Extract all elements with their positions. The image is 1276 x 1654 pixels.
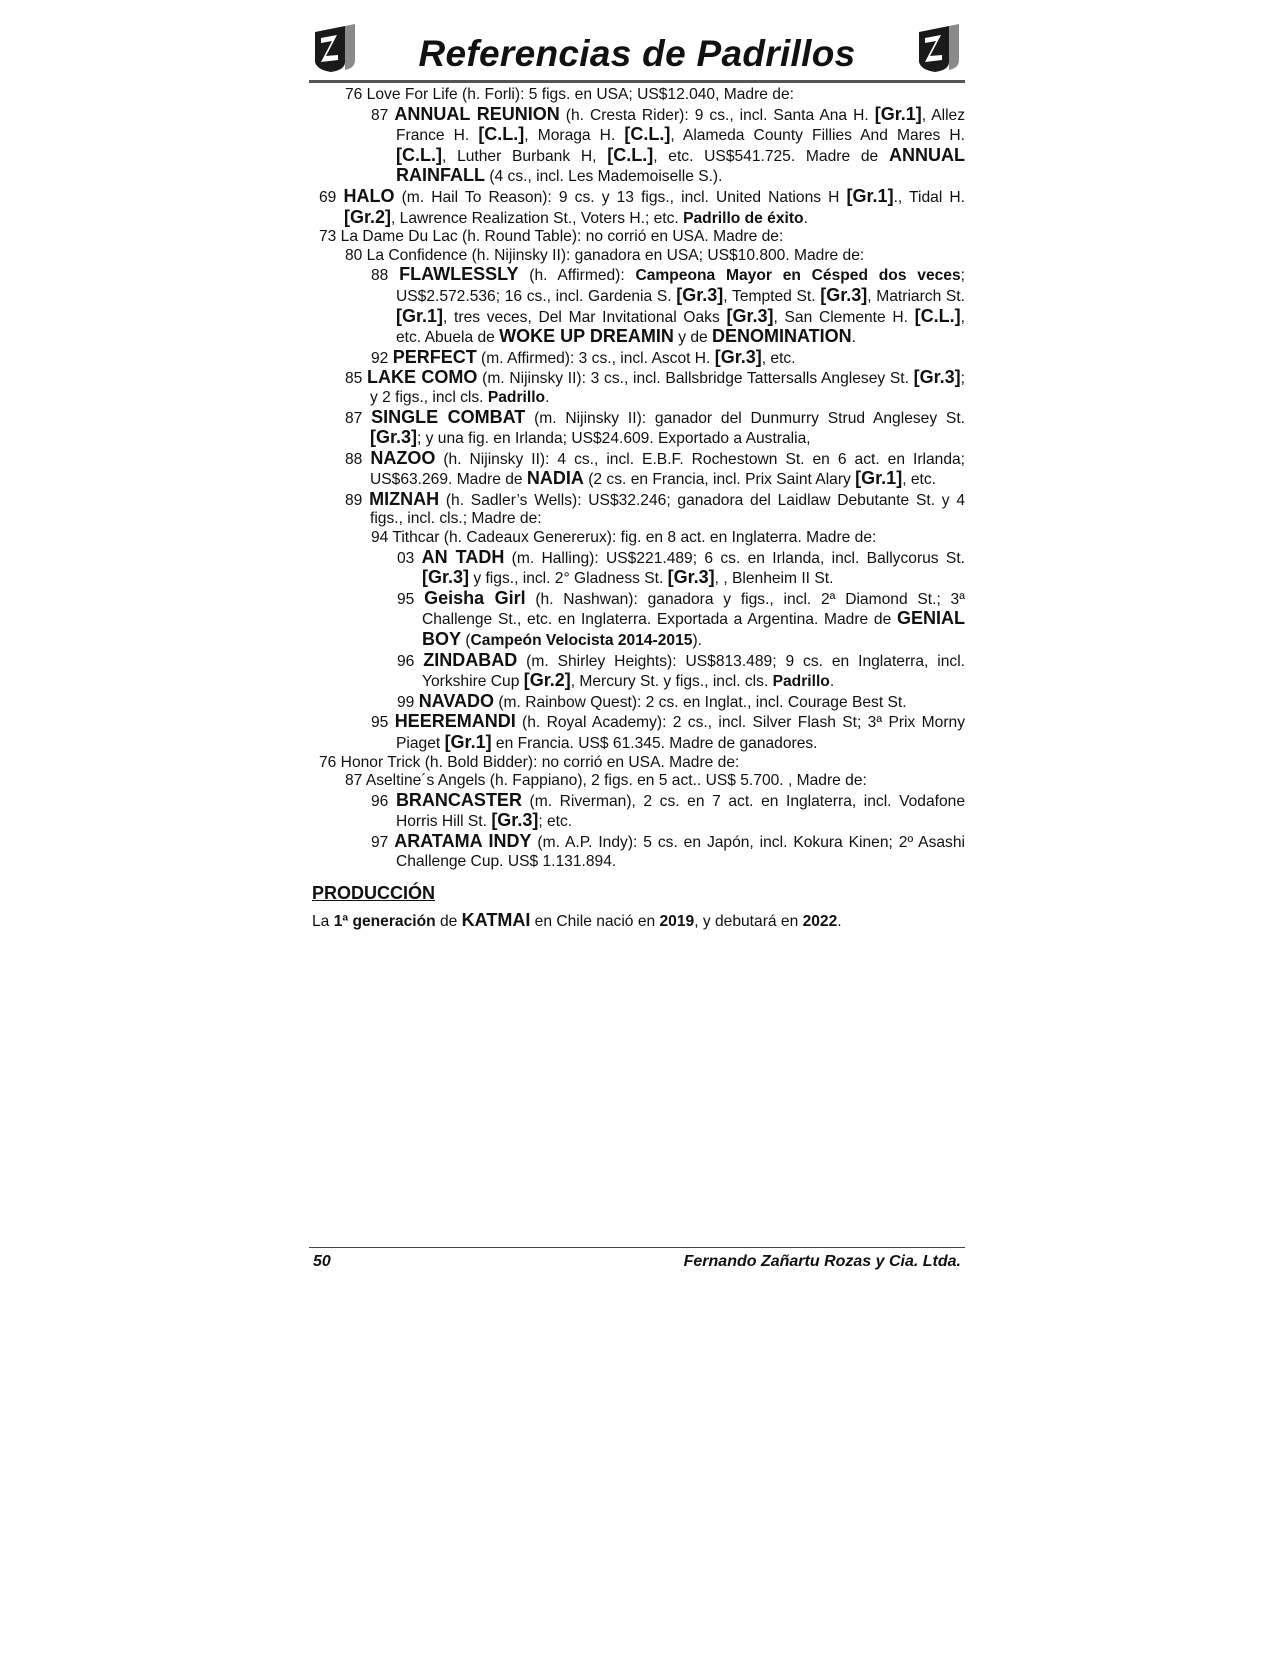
entry-text: . <box>851 329 857 347</box>
race-grade: [Gr.1] <box>396 305 444 326</box>
horse-name: FLAWLESSLY <box>399 264 519 285</box>
horse-name: ANNUAL REUNION <box>394 103 560 124</box>
bold-text: Campeón Velocista 2014-2015 <box>470 632 693 650</box>
entry-text: 87 <box>345 409 372 427</box>
entry-text: ). <box>692 632 702 650</box>
race-grade: [Gr.3] <box>714 346 762 367</box>
entry-text: , etc. <box>902 471 936 489</box>
pedigree-entry <box>309 692 965 713</box>
entry-text: (h. Royal Academy): 2 cs., incl. Silver Flash St; 3ª Prix Morny Piaget <box>396 714 965 752</box>
produccion-heading: PRODUCCIÓN <box>312 883 436 904</box>
entry-text: (4 cs., incl. Les Mademoiselle S.). <box>485 168 723 186</box>
entry-text: ; y una fig. en Irlanda; US$24.609. Exportado a Australia, <box>417 430 811 448</box>
race-grade: [Gr.1] <box>855 468 903 489</box>
horse-name: GENIAL BOY <box>422 608 965 650</box>
entry-text: (2 cs. en Francia, incl. Prix Saint Alary <box>583 471 856 489</box>
entry-text: y de <box>673 329 712 347</box>
race-grade: [Gr.2] <box>344 206 392 227</box>
entry-text: , Mercury St. y figs., incl. cls. <box>570 673 773 691</box>
entry-text: (m. Shirley Heights): US$813.489; 9 cs. en Inglaterra, incl. Yorkshire Cup <box>422 652 965 691</box>
entry-text: 99 <box>397 693 419 711</box>
pedigree-entry <box>309 105 965 187</box>
pedigree-entry <box>309 651 965 692</box>
entry-text: , etc. Abuela de <box>396 308 965 347</box>
entry-text: de <box>435 913 462 931</box>
entry-text: , Allez France H. <box>396 106 966 145</box>
race-grade: [Gr.1] <box>846 185 894 206</box>
pedigree-entry <box>309 772 965 791</box>
pedigree-entry <box>309 589 965 651</box>
pedigree-entry <box>309 791 965 832</box>
pedigree-entry <box>309 187 965 228</box>
entry-text: 96 <box>397 652 424 670</box>
horse-name: LAKE COMO <box>367 367 478 388</box>
entry-text: ; y 2 figs., incl cls. <box>370 370 965 406</box>
horse-name: WOKE UP DREAMIN <box>499 326 674 347</box>
race-grade: [Gr.1] <box>874 103 922 124</box>
entry-text: , Luther Burbank H, <box>441 147 608 165</box>
race-grade: [C.L.] <box>478 124 525 145</box>
entry-text: 69 <box>319 188 344 206</box>
bold-text: 2019 <box>659 913 695 931</box>
publisher-name: Fernando Zañartu Rozas y Cia. Ltda. <box>683 1253 961 1270</box>
entry-text: , Lawrence Realization St., Voters H.; etc. <box>391 209 684 227</box>
horse-name: AN TADH <box>421 546 505 567</box>
entry-text: 76 Love For Life (h. Forli): 5 figs. en USA; US$12.040, Madre de: <box>345 86 794 103</box>
entry-text: , Alameda County Fillies And Mares H. <box>670 127 965 145</box>
horse-name: HEEREMANDI <box>394 711 516 732</box>
entry-text: , y debutará en <box>694 913 803 931</box>
entry-text: ; US$2.572.536; 16 cs., incl. Gardenia S. <box>396 267 965 305</box>
horse-name: ZINDABAD <box>423 649 518 670</box>
pedigree-entry <box>309 86 965 105</box>
entry-text: (h. Affirmed): <box>518 267 636 285</box>
entry-text: 94 Tithcar (h. Cadeaux Genererux): fig. en 8 act. en Inglaterra. Madre de: <box>371 529 877 547</box>
entry-text: 96 <box>371 792 396 810</box>
race-grade: [Gr.3] <box>820 284 868 305</box>
header-divider <box>309 80 965 83</box>
horse-name: ANNUAL RAINFALL <box>396 144 965 186</box>
entry-text: , tres veces, Del Mar Invitational Oaks <box>443 308 727 326</box>
horse-name: KATMAI <box>461 910 531 931</box>
entry-text: ., Tidal H. <box>893 188 965 206</box>
entry-text: (m. Nijinsky II): 3 cs., incl. Ballsbridge Tattersalls Anglesey St. <box>477 370 914 388</box>
pedigree-entry <box>309 529 965 548</box>
entry-text: (m. Rainbow Quest): 2 cs. en Inglat., incl. Courage Best St. <box>494 693 907 711</box>
horse-name: BRANCASTER <box>395 789 522 810</box>
horse-name: PERFECT <box>392 346 477 367</box>
pedigree-entry <box>309 265 965 347</box>
entry-text: ; etc. <box>538 813 573 831</box>
race-grade: [C.L.] <box>396 144 442 165</box>
entry-text: , , Blenheim II St. <box>714 570 834 588</box>
zr-logo-icon <box>915 24 961 74</box>
horse-name: NAVADO <box>418 690 495 711</box>
entry-text: ( <box>461 632 471 650</box>
race-grade: [Gr.3] <box>913 367 961 388</box>
entry-text: en Francia. US$ 61.345. Madre de ganadores. <box>491 735 818 752</box>
bold-text: Padrillo <box>772 673 830 691</box>
horse-name: NADIA <box>526 468 584 489</box>
horse-name: NAZOO <box>370 447 436 468</box>
entry-text: . <box>829 673 835 691</box>
entry-text: 88 <box>371 267 400 285</box>
pedigree-entry <box>309 228 965 247</box>
bold-text: Campeona Mayor en Césped dos veces <box>635 267 961 285</box>
pedigree-entry <box>309 408 965 449</box>
race-grade: [Gr.3] <box>491 810 539 831</box>
pedigree-entry <box>309 449 965 490</box>
entry-text: . <box>837 913 842 931</box>
race-grade: [C.L.] <box>607 144 654 165</box>
pedigree-entry <box>309 348 965 369</box>
horse-name: HALO <box>343 185 395 206</box>
pedigree-entry <box>309 712 965 753</box>
entry-text: 87 <box>371 106 395 124</box>
entry-text: , etc. US$541.725. Madre de <box>653 147 889 165</box>
race-grade: [C.L.] <box>624 124 671 145</box>
entry-text: , etc. <box>761 349 796 367</box>
pedigree-entry <box>309 832 965 871</box>
entry-text: , Moraga H. <box>524 127 625 145</box>
race-grade: [C.L.] <box>914 305 961 326</box>
entry-text: 76 Honor Trick (h. Bold Bidder): no corrió en USA. Madre de: <box>319 753 740 771</box>
horse-name: MIZNAH <box>369 488 440 509</box>
entry-text: 95 <box>371 714 395 732</box>
entry-text: 87 Aseltine´s Angels (h. Fappiano), 2 figs. en 5 act.. US$ 5.700. , Madre de: <box>345 772 867 790</box>
entry-text: (h. Sadler’s Wells): US$32.246; ganadora del Laidlaw Debutante St. y 4 figs., incl. cls.; Madre de: <box>370 491 965 528</box>
entry-text: , Tempted St. <box>723 287 821 305</box>
pedigree-entry <box>309 754 965 773</box>
pedigree-entry <box>309 247 965 266</box>
pedigree-entry <box>309 548 965 589</box>
entry-text: (h. Cresta Rider): 9 cs., incl. Santa Ana H. <box>559 106 875 124</box>
race-grade: [Gr.2] <box>523 670 571 691</box>
entry-text: (m. Halling): US$221.489; 6 cs. en Irlanda, incl. Ballycorus St. <box>504 549 965 567</box>
entry-text: 03 <box>397 549 422 567</box>
entry-text: 92 <box>371 349 393 367</box>
entry-text: en Chile nació en <box>530 913 660 931</box>
entry-text: 80 La Confidence (h. Nijinsky II): ganadora en USA; US$10.800. Madre de: <box>345 246 865 264</box>
page-header <box>309 22 965 84</box>
pedigree-entries <box>309 86 965 871</box>
entry-text: (h. Nijinsky II): 4 cs., incl. E.B.F. Rochestown St. en 6 act. en Irlanda; US$63.269. Madre de <box>370 450 965 489</box>
entry-text: 95 <box>397 590 425 608</box>
pedigree-content <box>309 86 965 932</box>
horse-name: DENOMINATION <box>712 326 852 347</box>
footer-divider <box>309 1247 965 1248</box>
entry-text: La <box>312 913 334 931</box>
bold-text: Padrillo <box>487 388 546 406</box>
entry-text: 97 <box>371 833 395 851</box>
entry-text: (m. Hail To Reason): 9 cs. y 13 figs., incl. United Nations H <box>394 188 847 206</box>
pedigree-entry <box>309 368 965 407</box>
entry-text: y figs., incl. 2° Gladness St. <box>469 570 668 588</box>
race-grade: [Gr.1] <box>444 732 492 752</box>
entry-text: (m. A.P. Indy): 5 cs. en Japón, incl. Kokura Kinen; 2º Asashi Challenge Cup. US$ 1.131.894. <box>396 833 965 870</box>
entry-text: 88 <box>345 450 371 468</box>
page-footer <box>313 1250 961 1274</box>
page-title: Referencias de Padrillos <box>418 33 856 74</box>
entry-text: 85 <box>345 370 368 388</box>
horse-name: ARATAMA INDY <box>394 830 532 851</box>
bold-text: 1ª generación <box>333 913 436 931</box>
entry-text: , Matriarch St. <box>867 287 965 305</box>
race-grade: [Gr.3] <box>676 284 724 305</box>
entry-text: . <box>803 209 808 227</box>
entry-text: . <box>545 388 550 406</box>
bold-text: Padrillo de éxito <box>683 209 804 227</box>
entry-text: (h. Nashwan): ganadora y figs., incl. 2ª Diamond St.; 3ª Challenge St., etc. en Inglaterra. Exportada a Argentina. Madre de <box>422 590 965 629</box>
entry-text: (m. Affirmed): 3 cs., incl. Ascot H. <box>476 349 715 367</box>
pedigree-entry <box>309 490 965 529</box>
race-grade: [Gr.3] <box>370 427 418 448</box>
entry-text: (m. Nijinsky II): ganador del Dunmurry Strud Anglesey St. <box>525 409 965 427</box>
page-number: 50 <box>313 1253 331 1270</box>
entry-text: 89 <box>345 491 370 509</box>
produccion-text <box>312 911 965 932</box>
bold-text: 2022 <box>802 913 838 931</box>
entry-text: (m. Riverman), 2 cs. en 7 act. en Inglaterra, incl. Vodafone Horris Hill St. <box>396 792 965 831</box>
race-grade: [Gr.3] <box>726 305 774 326</box>
race-grade: [Gr.3] <box>667 567 715 588</box>
entry-text: , San Clemente H. <box>773 308 915 326</box>
race-grade: [Gr.3] <box>422 567 470 588</box>
horse-name: Geisha Girl <box>424 587 526 608</box>
horse-name: SINGLE COMBAT <box>371 406 526 427</box>
entry-text: 73 La Dame Du Lac (h. Round Table): no corrió en USA. Madre de: <box>319 228 784 246</box>
page <box>309 0 965 1654</box>
